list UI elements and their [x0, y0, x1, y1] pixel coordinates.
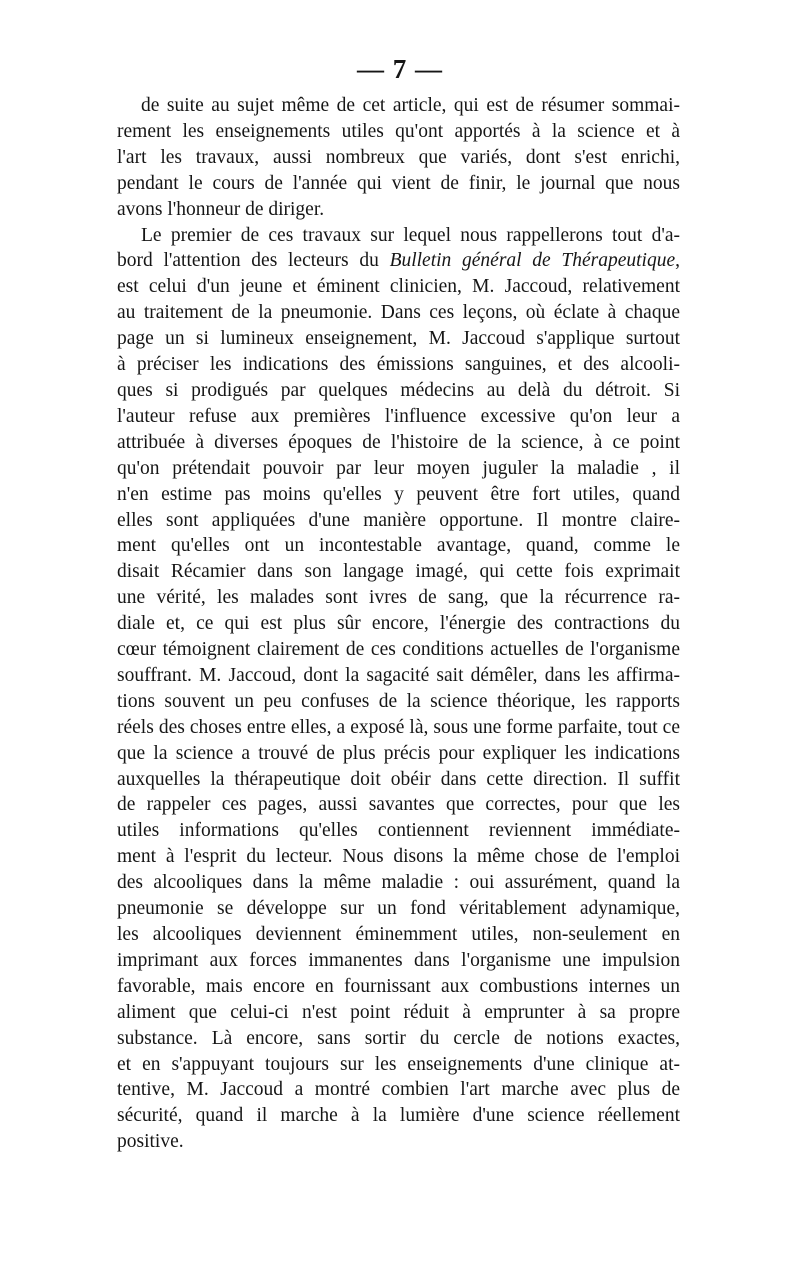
text-line: imprimant aux forces immanentes dans l'organisme une impulsion	[117, 949, 680, 971]
text-segment: ,	[675, 250, 680, 272]
text-line: ment qu'elles ont un incontestable avantage, quand, comme le	[117, 535, 680, 557]
text-line: aliment que celui-ci n'est point réduit à emprunter à sa propre	[117, 1001, 680, 1023]
text-line: une vérité, les malades sont ivres de sang, que la récurrence ra-	[117, 587, 680, 609]
text-line: positive.	[117, 1131, 184, 1153]
text-line: à préciser les indications des émissions sanguines, et des alcooli-	[117, 354, 680, 376]
text-line: au traitement de la pneumonie. Dans ces leçons, où éclate à chaque	[117, 302, 680, 324]
text-line: auxquelles la thérapeutique doit obéir dans cette direction. Il suffit	[117, 768, 680, 790]
text-line: pendant le cours de l'année qui vient de finir, le journal que nous	[117, 172, 680, 194]
text-line: ment à l'esprit du lecteur. Nous disons la même chose de l'emploi	[117, 846, 680, 868]
journal-title: Bulletin général de Thérapeutique	[389, 250, 676, 272]
body-text	[117, 93, 680, 1155]
text-line: tentive, M. Jaccoud a montré combien l'art marche avec plus de	[117, 1079, 680, 1101]
text-line-with-title	[117, 248, 680, 274]
text-line: page un si lumineux enseignement, M. Jaccoud s'applique surtout	[117, 328, 680, 350]
text-line: est celui d'un jeune et éminent clinicien, M. Jaccoud, relativement	[117, 276, 680, 298]
text-line: l'auteur refuse aux premières l'influence excessive qu'on leur a	[117, 405, 680, 427]
text-line: l'art les travaux, aussi nombreux que variés, dont s'est enrichi,	[117, 146, 680, 168]
text-line: de rappeler ces pages, aussi savantes que correctes, pour que les	[117, 794, 680, 816]
text-line: favorable, mais encore en fournissant aux combustions internes un	[117, 975, 680, 997]
text-line: et en s'appuyant toujours sur les enseignements d'une clinique at-	[117, 1053, 680, 1075]
text-line: que la science a trouvé de plus précis pour expliquer les indications	[117, 742, 680, 764]
text-line: disait Récamier dans son langage imagé, qui cette fois exprimait	[117, 561, 680, 583]
text-line: elles sont appliquées d'une manière opportune. Il montre claire-	[117, 509, 680, 531]
text-line: attribuée à diverses époques de l'histoire de la science, à ce point	[117, 431, 680, 453]
text-line: ques si prodigués par quelques médecins au delà du détroit. Si	[117, 379, 680, 401]
text-line: qu'on prétendait pouvoir par leur moyen juguler la maladie , il	[117, 457, 680, 479]
page-number: — 7 —	[357, 54, 443, 84]
text-line: souffrant. M. Jaccoud, dont la sagacité sait démêler, dans les affirma-	[117, 664, 680, 686]
text-line: tions souvent un peu confuses de la science théorique, les rapports	[117, 690, 680, 712]
text-line: cœur témoignent clairement de ces conditions actuelles de l'organisme	[117, 639, 680, 661]
text-segment: bord l'attention des lecteurs du	[117, 250, 390, 272]
text-line: réels des choses entre elles, a exposé là, sous une forme parfaite, tout ce	[117, 716, 680, 738]
text-line: avons l'honneur de diriger.	[117, 198, 325, 220]
text-line: diale et, ce qui est plus sûr encore, l'énergie des contractions du	[117, 613, 680, 635]
text-line: substance. Là encore, sans sortir du cercle de notions exactes,	[117, 1027, 680, 1049]
text-line: pneumonie se développe sur un fond véritablement adynamique,	[117, 898, 680, 920]
text-line: les alcooliques deviennent éminemment utiles, non-seulement en	[117, 924, 680, 945]
text-line: Le premier de ces travaux sur lequel nous rappellerons tout d'a-	[141, 224, 680, 246]
text-line: des alcooliques dans la même maladie : oui assurément, quand la	[117, 872, 680, 894]
text-line: n'en estime pas moins qu'elles y peuvent être fort utiles, quand	[117, 483, 680, 505]
text-line: utiles informations qu'elles contiennent reviennent immédiate-	[117, 820, 680, 842]
text-line: sécurité, quand il marche à la lumière d'une science réellement	[117, 1105, 680, 1127]
text-line: de suite au sujet même de cet article, qui est de résumer sommai-	[141, 95, 680, 116]
text-line: rement les enseignements utiles qu'ont apportés à la science et à	[117, 120, 680, 142]
